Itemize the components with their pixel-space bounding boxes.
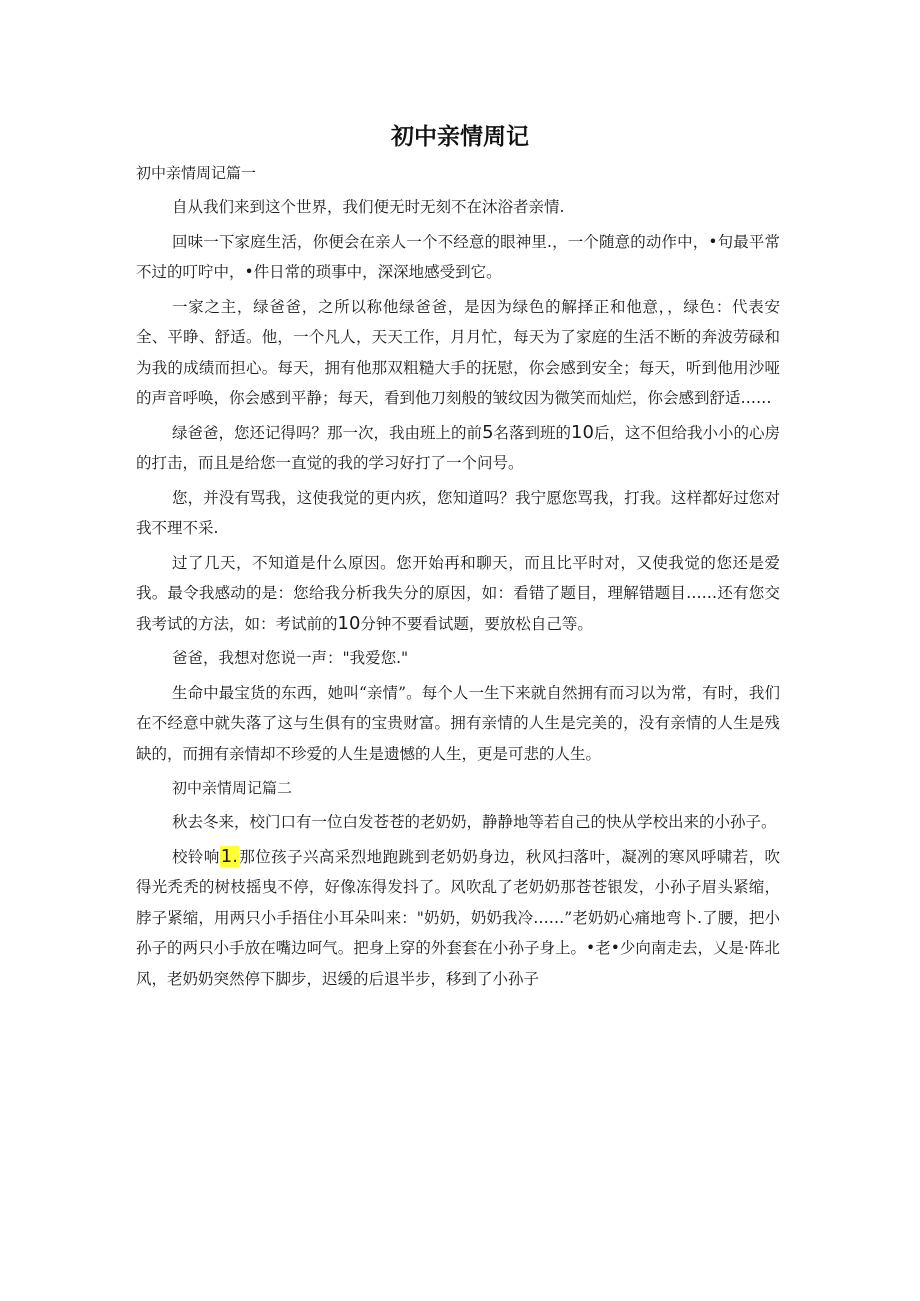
paragraph: 秋去冬来，校门口有一位白发苍苍的老奶奶，静静地等若自己的快从学校出来的小孙子。 [172,813,777,831]
paragraph: 一家之主，绿爸爸，之所以称他绿爸爸，是因为绿色的解择正和他意，，绿色：代表安全、平睁、舒适。他，一个凡人，天天工作，月月忙，每天为了家庭的生活不断的奔波劳碌和为我的成绩而担心。每天，拥有他那双粗糙大手的抚慰，你会感到安全；每天，听到他用沙哑的声音呼唤，你会感到平静；每天，看到他刀刻般的皱纹因为微笑而灿烂，你会感到舒适…… [136,297,780,407]
number-text: 5 [482,421,494,443]
section-heading-2: 初中亲情周记篇二 [172,779,293,797]
document-body [136,158,780,998]
paragraph-text: 过了几天，不知道是什么原因。您开始再和聊天，而且比平时对，又使我觉的您还是爱我。最令我感动的是：您给我分析我失分的原因，如：看错了题目，理解错题目……还有您交我考试的方法，如：考试前的 [136,553,780,633]
paragraph-text: 名落到班的 [493,423,572,442]
paragraph: 爸爸，我想对您说一声："我爱您." [172,649,409,667]
paragraph-text: 那位孩子兴高采烈地跑跳到老奶奶身边，秋风扫落叶，凝冽的寒风呼啸若，吹得光秃秃的树枝摇曳不停，好像冻得发抖了。风吹乱了老奶奶那苍苍银发，小孙子眉头紧缩，脖子紧缩，用两只小手捂住小耳朵叫来："奶奶，奶奶我冷……”老奶奶心痛地弯卜.了腰，把小孙子的两只小手放在嘴边呵气。把身上穿的外套套在小孙子身上。•老•少向南走去，乂是·阵北风，老奶奶突然停下脚步，迟缓的后退半步，移到了小孙子 [136,847,780,988]
paragraph-text: 校铃响 [172,847,220,866]
paragraph-text: 后，这不但给我小小的心房的打击，而且是给您一直觉的我的学习好打了一个问号。 [136,423,780,472]
paragraph: 您，并没有骂我，这使我觉的更内疚，您知道吗？我宁愿您骂我，打我。这样都好过您对我不理不采. [136,488,780,537]
paragraph: 生命中最宝货的东西，她叫“亲情”。每个人一生下来就自然拥有而习以为常，有时，我们在不经意中就失落了这与生俱有的宝贵财富。拥有亲情的人生是完美的，没有亲情的人生是残缺的，而拥有亲情却不珍爱的人生是遗憾的人生，更是可悲的人生。 [136,683,780,763]
highlighted-text: 1. [220,845,238,867]
paragraph: 回味一下家庭生活，你便会在亲人一个不经意的眼神里.，一个随意的动作中，•句最平常不过的叮咛中，•件日常的琐事中，深深地感受到它。 [136,232,780,281]
paragraph [136,418,780,479]
paragraph [136,548,780,640]
paragraph: 自从我们来到这个世界，我们便无时无刻不在沐浴者亲情. [172,198,565,216]
number-text: 10 [337,612,361,634]
paragraph [136,842,780,995]
number-text: 10 [571,421,594,443]
paragraph-text: 分钟不要看试题，要放松自己等。 [360,614,593,633]
section-heading-1: 初中亲情周记篇一 [136,164,257,182]
page-title: 初中亲情周记 [391,124,529,150]
paragraph-text: 绿爸爸，您还记得吗？那一次，我由班上的前 [172,423,483,442]
